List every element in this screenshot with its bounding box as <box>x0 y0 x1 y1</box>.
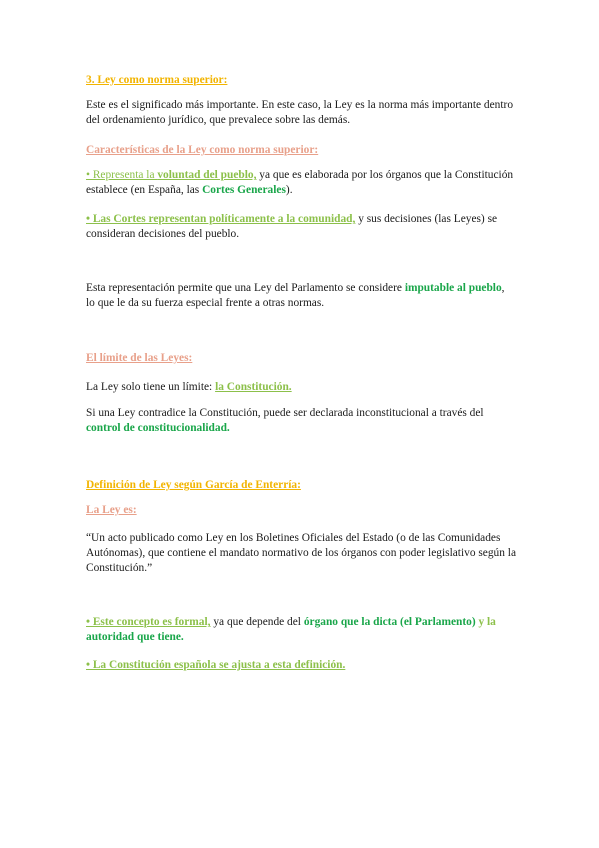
bullet-highlight: voluntad del pueblo, <box>157 169 257 181</box>
section-title <box>86 73 516 88</box>
term-cortes: Cortes Generales <box>202 184 286 196</box>
term-constitucion: la Constitución. <box>215 381 292 393</box>
limit-paragraph-text: Si una Ley contradice la Constitución, puede ser declarada inconstitucional a través del <box>86 407 484 419</box>
definition-subtitle <box>86 503 516 518</box>
term-autoridad: autoridad que tiene. <box>86 631 184 643</box>
definition-heading-text: Definición de Ley según García de Enterría: <box>86 479 301 491</box>
definition-quote: “Un acto publicado como Ley en los Boletines Oficiales del Estado (o de las Comunidades Autónomas), que contiene el mandato normativo de los órganos con poder legislativo según la Constitución.” <box>86 532 517 574</box>
term-control: control de constitucionalidad. <box>86 422 230 434</box>
limit-line <box>86 380 516 395</box>
bullet-text: ya que depende del <box>210 616 304 628</box>
term-imputable: imputable al pueblo <box>404 282 502 294</box>
bullet-mid: y la <box>475 616 496 628</box>
definition-subtitle-text: La Ley es: <box>86 504 137 516</box>
limit-heading <box>86 351 516 366</box>
characteristics-heading <box>86 143 516 158</box>
section-title-text: 3. Ley como norma superior: <box>86 74 228 86</box>
bullet-highlight: • Las Cortes representan políticamente a la comunidad, <box>86 213 356 225</box>
bullet-constitucion <box>86 658 516 673</box>
representation-paragraph <box>86 281 516 311</box>
bullet-cortes <box>86 212 516 242</box>
characteristics-heading-text: Características de la Ley como norma superior: <box>86 144 319 156</box>
limit-paragraph <box>86 406 516 436</box>
definition-heading <box>86 478 516 493</box>
term-organo: órgano que la dicta (el Parlamento) <box>303 616 476 628</box>
bullet-end: ). <box>285 184 293 196</box>
representation-text: Esta representación permite que una Ley del Parlamento se considere <box>86 282 405 294</box>
bullet-text: ya que es elaborada por los órganos que la Constitución establece (en España, las <box>86 169 514 196</box>
limit-heading-text: El límite de las Leyes: <box>86 352 193 364</box>
limit-text: La Ley solo tiene un límite: <box>86 381 216 393</box>
bullet-highlight: • Este concepto es formal, <box>86 616 211 628</box>
bullet-text: y sus decisiones (las Leyes) se consideran decisiones del pueblo. <box>86 213 498 240</box>
bullet-constitucion-text: • La Constitución española se ajusta a esta definición. <box>86 659 346 671</box>
bullet-formal <box>86 615 516 645</box>
bullet-voluntad <box>86 168 516 198</box>
representation-end: , lo que le da su fuerza especial frente a otras normas. <box>86 282 505 309</box>
intro-paragraph: Este es el significado más importante. En este caso, la Ley es la norma más importante dentro del ordenamiento jurídico, que prevalece sobre las demás. <box>86 99 514 126</box>
bullet-lead: • Representa la <box>86 169 158 181</box>
